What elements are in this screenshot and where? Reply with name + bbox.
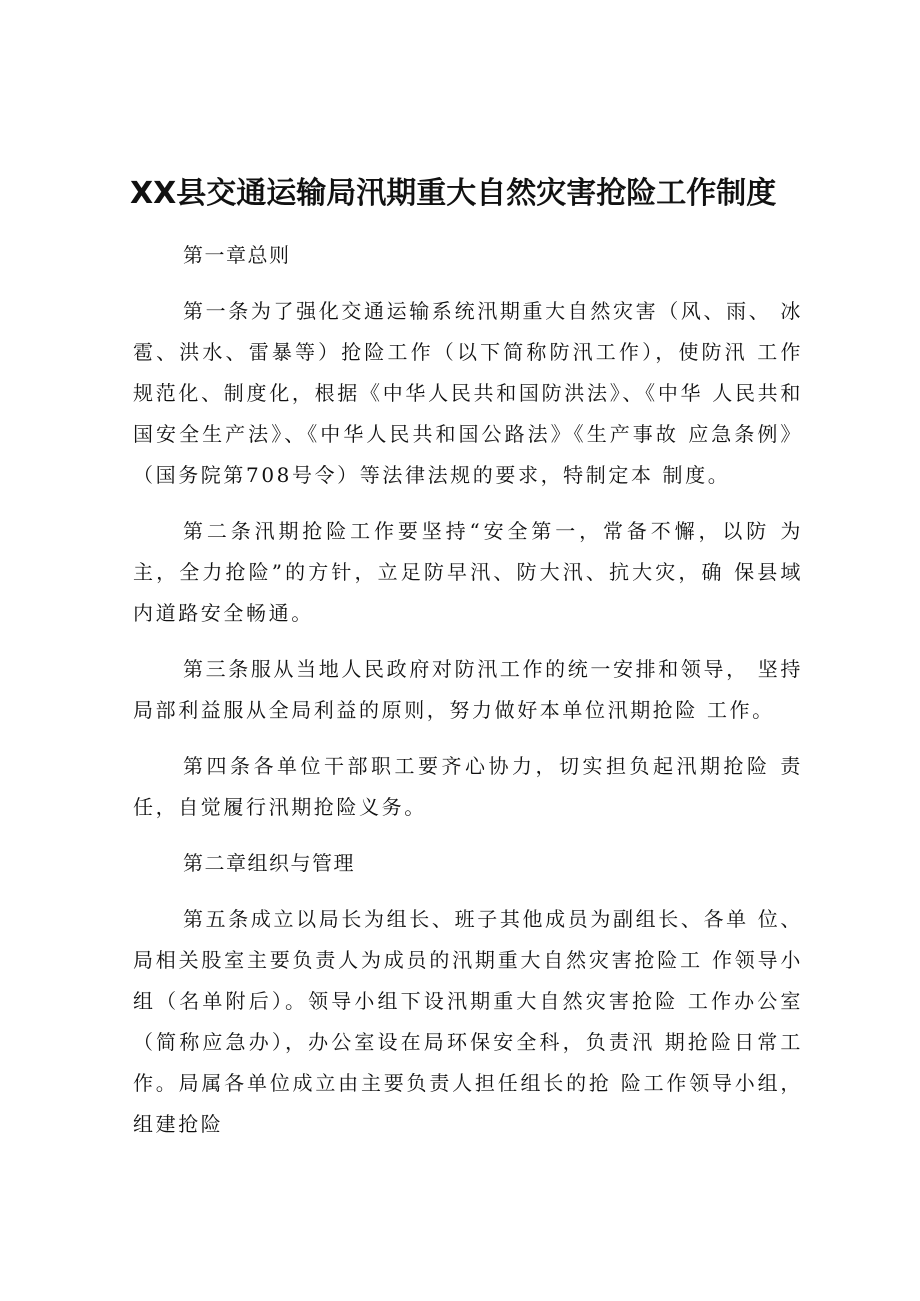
chapter-heading-general: 第一章总则: [183, 243, 291, 267]
article-4: 第四条各单位干部职工要齐心协力，切实担负起汛期抢险 责任，自觉履行汛期抢险义务。: [133, 754, 803, 819]
spacer: [133, 496, 803, 511]
chapter-heading-organization: 第二章组织与管理: [183, 851, 355, 875]
article-1: 第一条为了强化交通运输系统汛期重大自然灾害（风、雨、 冰雹、洪水、雷暴等）抢险工作（以下简称防汛工作），使防汛 工作规范化、制度化，根据《中华人民共和国防洪法》、《中华 人民共和国安全生产法》、《中华人民共和国公路法》《生产事故 应急条例》（国务院第708号令）等法律法规的要求，特制定本 制度。: [133, 299, 803, 487]
spacer: [133, 884, 803, 899]
article-3: 第三条服从当地人民政府对防汛工作的统一安排和领导， 坚持局部利益服从全局利益的原则，努力做好本单位汛期抢险 工作。: [133, 657, 803, 722]
document-title: XX县交通运输局汛期重大自然灾害抢险工作制度: [130, 176, 777, 211]
spacer: [133, 731, 803, 746]
spacer: [133, 276, 803, 291]
article-2: 第二条汛期抢险工作要坚持“安全第一，常备不懈，以防 为主，全力抢险”的方针，立足防早汛、防大汛、抗大灾，确 保县域内道路安全畅通。: [133, 519, 803, 625]
spacer: [133, 828, 803, 843]
spacer: [133, 634, 803, 649]
document-body: [133, 235, 803, 1145]
article-5: 第五条成立以局长为组长、班子其他成员为副组长、各单 位、局相关股室主要负责人为成员的汛期重大自然灾害抢险工 作领导小组（名单附后）。领导小组下设汛期重大自然灾害抢险 工作办公室（简称应急办），办公室设在局环保安全科，负责汛 期抢险日常工作。局属各单位成立由主要负责人担任组长的抢 险工作领导小组，组建抢险: [133, 907, 803, 1136]
